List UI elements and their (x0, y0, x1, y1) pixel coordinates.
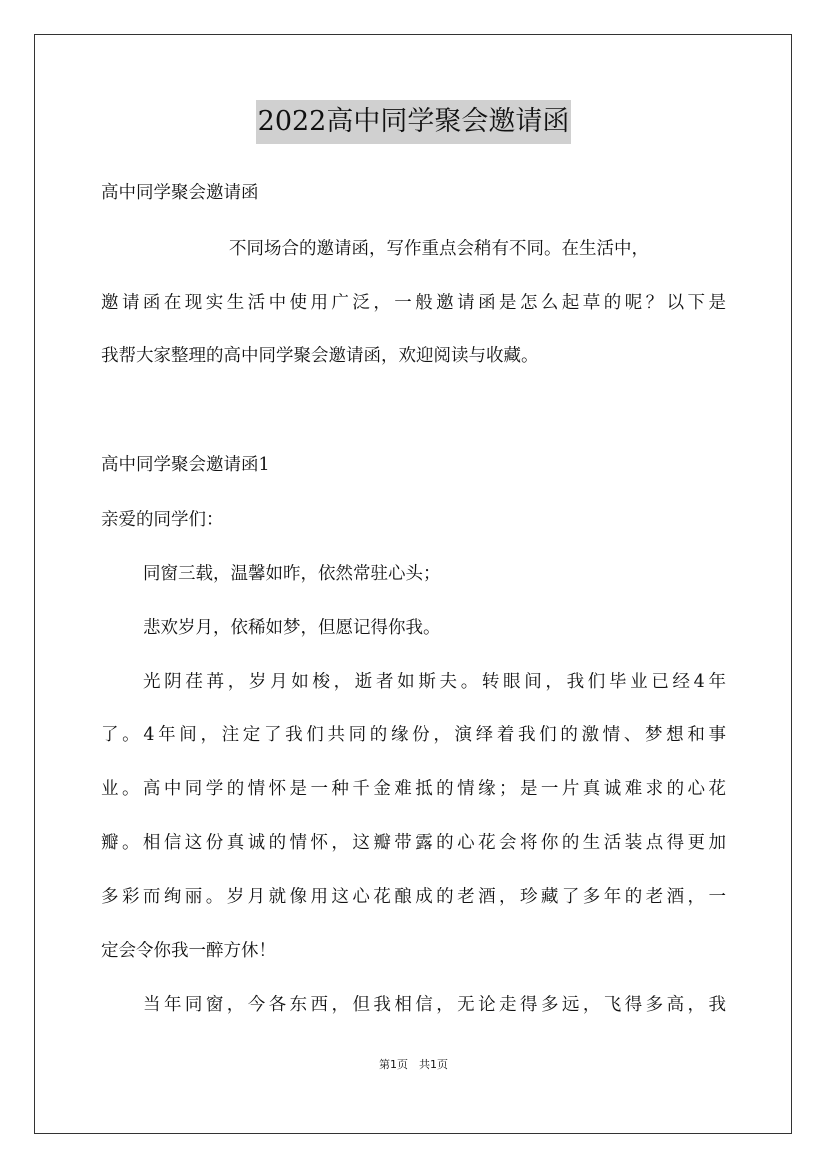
verse-line-1: 同窗三载，温馨如昨，依然常驻心头； (143, 564, 441, 584)
body-line-1: 光阴荏苒，岁月如梭，逝者如斯夫。转眼间，我们毕业已经4年 (143, 672, 726, 692)
intro-line-2: 邀请函在现实生活中使用广泛，一般邀请函是怎么起草的呢？以下是 (101, 293, 726, 313)
document-title (0, 100, 827, 144)
greeting: 亲爱的同学们： (101, 510, 224, 530)
body-line-3: 业。高中同学的情怀是一种千金难抵的情缘；是一片真诚难求的心花 (101, 779, 726, 799)
intro-line-1: 不同场合的邀请函，写作重点会稍有不同。在生活中， (229, 239, 649, 259)
document-title-text: 2022高中同学聚会邀请函 (256, 100, 572, 144)
body-line-4: 瓣。相信这份真诚的情怀，这瓣带露的心花会将你的生活装点得更加 (101, 833, 726, 853)
page-footer (0, 1058, 827, 1072)
body-line-2: 了。4年间，注定了我们共同的缘份，演绎着我们的激情、梦想和事 (101, 725, 726, 745)
body-line-5: 多彩而绚丽。岁月就像用这心花酿成的老酒，珍藏了多年的老酒，一 (101, 887, 726, 907)
section-heading: 高中同学聚会邀请函1 (101, 455, 270, 475)
body-line-6: 定会令你我一醉方休！ (101, 941, 276, 961)
verse-line-2: 悲欢岁月，依稀如梦，但愿记得你我。 (143, 618, 441, 638)
subtitle: 高中同学聚会邀请函 (101, 183, 259, 203)
last-line: 当年同窗，今各东西，但我相信，无论走得多远，飞得多高，我 (143, 995, 726, 1015)
intro-line-3: 我帮大家整理的高中同学聚会邀请函，欢迎阅读与收藏。 (101, 346, 539, 366)
page-number: 第1页 共1页 (379, 1058, 448, 1071)
